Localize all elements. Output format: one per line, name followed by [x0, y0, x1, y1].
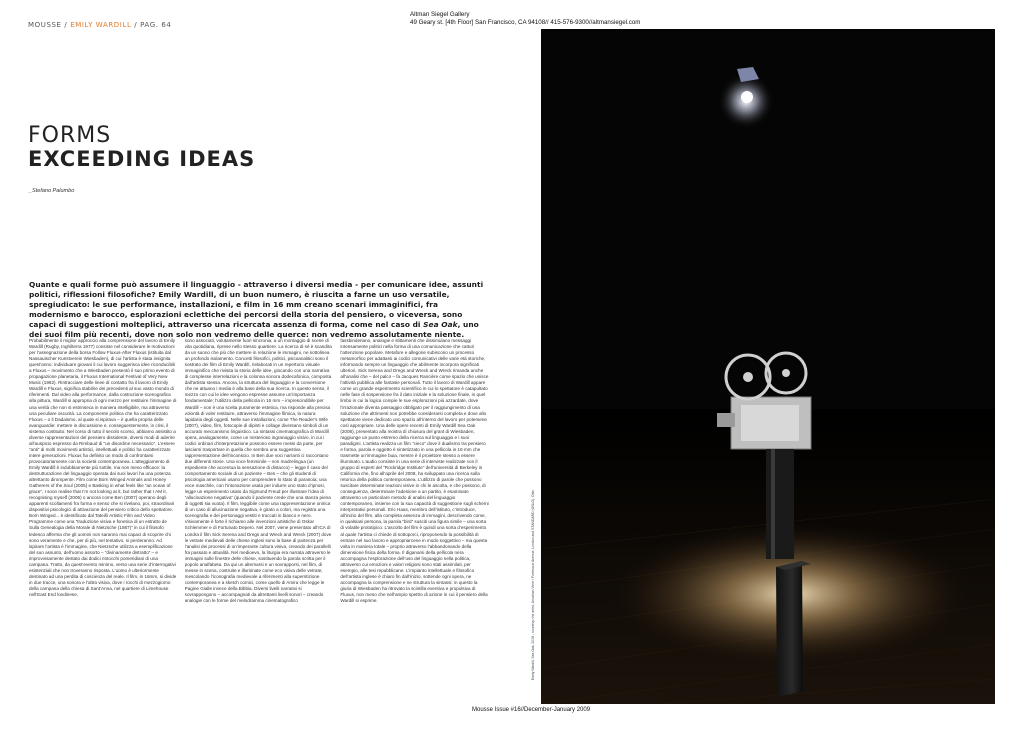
- magazine-name: MOUSSE: [28, 21, 62, 29]
- running-head: [28, 21, 171, 29]
- gallery-name: Altman Siegel Gallery: [410, 11, 470, 18]
- page-number: PAG. 64: [140, 21, 172, 29]
- projector-scene-illustration: [541, 29, 995, 704]
- installation-photo: [541, 29, 995, 704]
- plinth: [776, 561, 803, 697]
- photo-caption: Emily Wardill, Sea Oak, 2008 - courtesy: the artist, Jonathan Viner / Fortescue Avenue, London and STANDARD (OSLO), Oslo: [531, 489, 535, 680]
- footer-issue: Mousse Issue #16//December-January 2009: [472, 707, 591, 713]
- column-text: fassbinderiano, analogie e slittamenti che dissimulano messaggi intensamente politici nella forma di una comunicazione che catturi l’attenzione popolare. Metafore e allegorie subiscono un processo metamorfico per adattarsi ai codici comunicativi delle varie età storiche, informando sempre un linguaggio che abilmente incorpora significati ulteriori. Sick Serena and Dregs and Wreck and Wreck rimanda anche all’analisi che – del palco – fa Jacques Rancière come spazio che unisce l’attività pubblica alle fantasie personali. Tutto il lavoro di Wardill appare come un grande esperimento scientifico in cui lo spettatore è catapultato nelle fase di sospensione fra il dato iniziale e la soluzione finale, in quel limbo in cui la logica compie le sue esplorazioni più azzardate, dove l’irrazionale diventa passaggio obbligato per il raggiungimento di una soluzione che altrimenti non potrebbe considerarsi completa e dove allo spettatore viene dedicato uno spazio all’interno del lavoro per potersene così appropriare. Una delle opere recenti di Emily Wardill Sea Oak (2008), presentato alla mostra di chiusura del grant di Wiesbaden, raggiunge un punto estremo della ricerca sul linguaggio e i suoi paradigmi. L’artista realizza un film “cieco” dove il dualismo tra pensiero e forma, parola e oggetto è sintetizzato in una pellicola in 16 mm che trasmette un’immagine buia, mentre è il proiettore stesso a essere illuminato. L’audio consiste in una serie di interviste realizzate con il gruppo di esperti del “Rockridge Institute” dell’università di Berkeley in California che, fino all’aprile del 2008, ha sviluppato una ricerca sulla retorica della politica contemporanea. L’utilizzo di parole che possono suscitare determinate reazioni visive in chi le ascolta, e che possono, di conseguenza, determinare l’adesione a un partito, è esaminato attraverso un particolare metodo di analisi del linguaggio contemporaneo, insieme con la sua capacità di suggestione sugli schemi interpretativi personali. Eric Haas, membro dell’istituto, c’introduce, all’inizio del film, alla completa assenza di immagini, descrivendo come, in qualsiasi persona, la parola “bird” susciti una figura simile – una sorta di volatile prototipico. L’ascolto del film è quindi una sorta d’esperimento al quale l’artista ci chiede di sottoporci, riproponendo la possibilità di entrare nel suo lavoro e appropriarcene in modo soggettivo – ma questa volta in maniera totale – proprio attraverso l’abbandonando della dimensione fisica della forma. Il diganarsi della pellicola nera accompagna l’esplorazione dell’uso del linguaggio nella politica, attraverso cui emozioni e valori religiosi sono stati assimilati, per esempio, alle tesi repubblicane. L’impianto intellettuale e filosofico dell’artista inglese è chiaro fin dall’inizio, sottende ogni opera, ne accompagna la comprensione e ne struttura la sintassi: in questo la giuria di Wiesbaden ha ritrovato la scintilla eversiva e propulsiva di Fluxus, non meno che nell’ampio spettro di azione in cui il pensiero della Wardill si esprime.: [340, 338, 489, 604]
- gallery-header: [410, 11, 640, 27]
- separator: /: [61, 21, 71, 29]
- separator: /: [131, 21, 141, 29]
- title-line-2: EXCEEDING IDEAS: [28, 147, 256, 171]
- lede-text-before: Quante e quali forme può assumere il linguaggio - attraverso i diversi media - per comunicare idee, assunti politici, riflessioni filosofiche? Emily Wardill, di un buon numero, è riuscita a farne un uso versatile, spregiudicato: le sue performance, installazioni, e film in 16 mm creano scenari immaginifici, fra modernismo e barocco, esplorazioni eclettiche dei percorsi della storia del pensiero, o viceversa, sono capaci di suggestioni molteplici, attraverso una ricercata assenza di forma, come nel caso di: [29, 280, 484, 329]
- article-title: [28, 125, 255, 171]
- title-line-1: FORMS: [28, 123, 112, 148]
- lede-paragraph: [29, 280, 487, 340]
- lede-text-after: , uno dei suoi film più recenti, dove non solo non vedremo delle querce: non vedremo assolutamente niente.: [29, 320, 479, 339]
- byline: _Stefano Palumbo: [29, 188, 75, 194]
- column-text: sono associati, volutamente fuori sincronia, a un montaggio di scene di vita quotidiana, riprese nello stesso quartiere. La ricerca di sé è scandita da un suono che più che mettere in relazione le immagini, ne sottolinea un profondo isolamento. Concetti filosofici, politici, psicoanalitici sono il sostrato dei film di Emily Wardill, rielaborati in un repertorio visuale immaginifico che rivisita la storia delle idee, giocando con una narrativa di complesse interrelazioni e la colonna sonora dodecafonica, composta dall’artista stessa. Ancora, la struttura del linguaggio e la conversione che ne attuano i media è alla base della sua ricerca. In questo senso, il mezzo con cui le idee vengono espresse assume un’importanza fondamentale; l’utilizzo della pellicola in 16 mm – imprescindibile per Wardill – non è una scelta puramente estetica, ma risponde alla precisa volontà di voler restituire, attraverso l’immagine filmica, la natura lapidaria degli oggetti. Nelle sue installazioni, come The Reader’s Wife (2007), video, film, fotocopie di dipinti e collage diventano simboli di un accurato meccanismo linguistico. La sintassi cinematografica di Wardill opera, analogamente, come un misterioso ingranaggio visivo, in cui i codici ordinari d’interpretazione possono essere messi da parte, per lasciarsi trasportare in quella che sembra una suggestiva rappresentazione dell’inconscio. In Ben due voci narranti ci raccontano due differenti storie. Una voce femminile – non madrelingua (un espediente che accentua la sensazione di distacco) – legge il caso del comportamento sociale di un paziente – Ben – che gli studenti di psicologia americani usano per comprendere lo stato di paranoia; una voce maschile, con l’intonazione usata per indurre uno stato d’ipnosi, legge un esperimento usato da Sigmund Freud per illustrare l’idea di “allucinazione negativa” (quando il paziente crede che una stanza piena di oggetti sia vuota). Il film, leggibile come una rappresentazione onirica di un caso di allucinazione negativa, è girato a colori, ma registra una scenografia e dei personaggi vestiti e truccati in bianco e nero. Visivamente è forte il richiamo alle invenzioni artistiche di Oskar Schlemmer e di Fortunato Depero. Nel 2007, viene presentato all’ICA di Londra il film Sick Serena and Dregs and Wreck and Wreck (2007) dove le vetrate medievali delle chiese inglesi sono la base di partenza per l’analisi dei processi di un’imperante cultura visiva, creando dei parallelli fra passato e attualità. Nel medioevo, la liturgia era narrata attraverso le immagini sulle finestre delle chiese, sostituendo la parola scritta per il popolo analfabeta. Da qui un alternarsi e un sovrapporsi, nel film, di messe in scena, costruite e illuminate come eco visiva delle vetrate, mescolando l’iconografia medievale a riferimenti alla superstizione contemporanea e a sketch comici, come quello di Amira che legge le Pagine Gialle invece della Bibbia. Diversi livelli narrativi si sovrappongono – accompagnati da altrettanti livelli sonori – creando analogie con le forme del melodramma cinematografico: [184, 338, 332, 604]
- lede-film-title: Sea Oak: [423, 320, 458, 329]
- artist-name: EMILY WARDILL: [70, 21, 132, 29]
- body-column-1: [29, 338, 178, 706]
- gallery-address: 49 Geary st. [4th Floor] San Francisco, CA 94108// 415-576-9300//altmansiegel.com: [410, 19, 641, 26]
- body-column-3: [340, 338, 489, 706]
- body-columns: [29, 338, 489, 706]
- body-column-2: [185, 338, 334, 706]
- ceiling-lamp-bulb: [741, 91, 753, 103]
- column-text: Probabilmente il miglior approccio alla comprensione del lavoro di Emily Wardill (Rugby, Inghilterra 1977) consiste nel considerare le motivazioni per l’assegnazione della borsa Follow Fluxus-After Fluxus (istituita dal Nassauischer Kunstverein Wiesbaden), di cui l’artista è stata insignita quest’anno: individuare giovani il cui lavoro suggerisca idee riconducibili a Fluxus – movimento che a Wiesbaden presentò il suo primo evento di propagazione planetaria, il Fluxus International Festival of Very New Music (1962). Rintracciare delle linee di contatto fra il lavoro di Emily Wardill e Fluxus, significa stabilire dei precedenti al suo vasto mondo di riferimenti. Dal video alla performance, dalla costruzione scenografica alla pittura, Wardill si appropria di ogni mezzo per restituire l’immagine di una verità che non si estrinseca in maniera intelligibile, ma attraverso una peculiare oscurità. La componente politica che ha caratterizzato Fluxus – o il Dadaismo, al quale si ispirava – è quella propria delle avanguardie: mettere in discussione e, conseguentemente, in crisi, il sistema costituito. Nel corso di tutto il secolo scorso, abbiamo assistito a diverse rappresentazioni del pensiero dissidente, diversi modi di aderire all’auspicio espresso da Rimbaud di “un disordine necessario”. L’essere “anti” di molti movimenti artistici, intellettuali e politici ha caratterizzato intere generazioni. Fluxus ha definito un modo di confrontarsi provocatoriamente con la società contemporanea. L’atteggiamento di Emily Wardill è indubbiamente più sottile, ma non meno efficace: la destrutturazione del linguaggio operata dai suoi lavori ha una potenza altrettanto dirompente. Film come Born Winged Animals and Honey Gatherers of the Soul (2005) e Basking in what feels like “an ocean of grace”, I soon realise that I’m not looking at it, but rather that I AM it, recognising myself (2006) o ancora come Ben (2007) operano degli apparenti scollamenti fra forma e senso che si rivelano, poi, straordinari dispositivi psicologici di attivazione del pensiero critico dello spettatore. Born Winged... è identificato dal Tateiši Artistic Film and Video Programme come una “traduzione visiva e fonetica di un estratto de Sulla Genealogia della Morale di Nietzsche (1887)” in cui il filosofo tedesco afferma che gli uomini non saranno mai capaci di scoprire chi sono veramente e che, per di più, nel tentativo, si perderanno. Ad ispirare l’artista è l’immagine, che Nietzsche utilizza a esemplificazione del suo assunto, dell’uomo assorto – “divinamente distratto” – e improvvisamente destato dai dodici rintocchi pomeridiani di una campana. Tratto, da quest’evento minimo, verso una serie d’interrogativi esistenziali che non troveranno risposta. L’uomo è ulteriormente destinato ad una perdita di coscienza del reale. Il film, in 16mm, si divide in due tracce, una sonora e l’altra visiva, dove i rocchi di mezzogiorno della campana della chiesa di Sant’Anna, nel quartiere di Limehouse nell’East End londinese,: [29, 338, 177, 597]
